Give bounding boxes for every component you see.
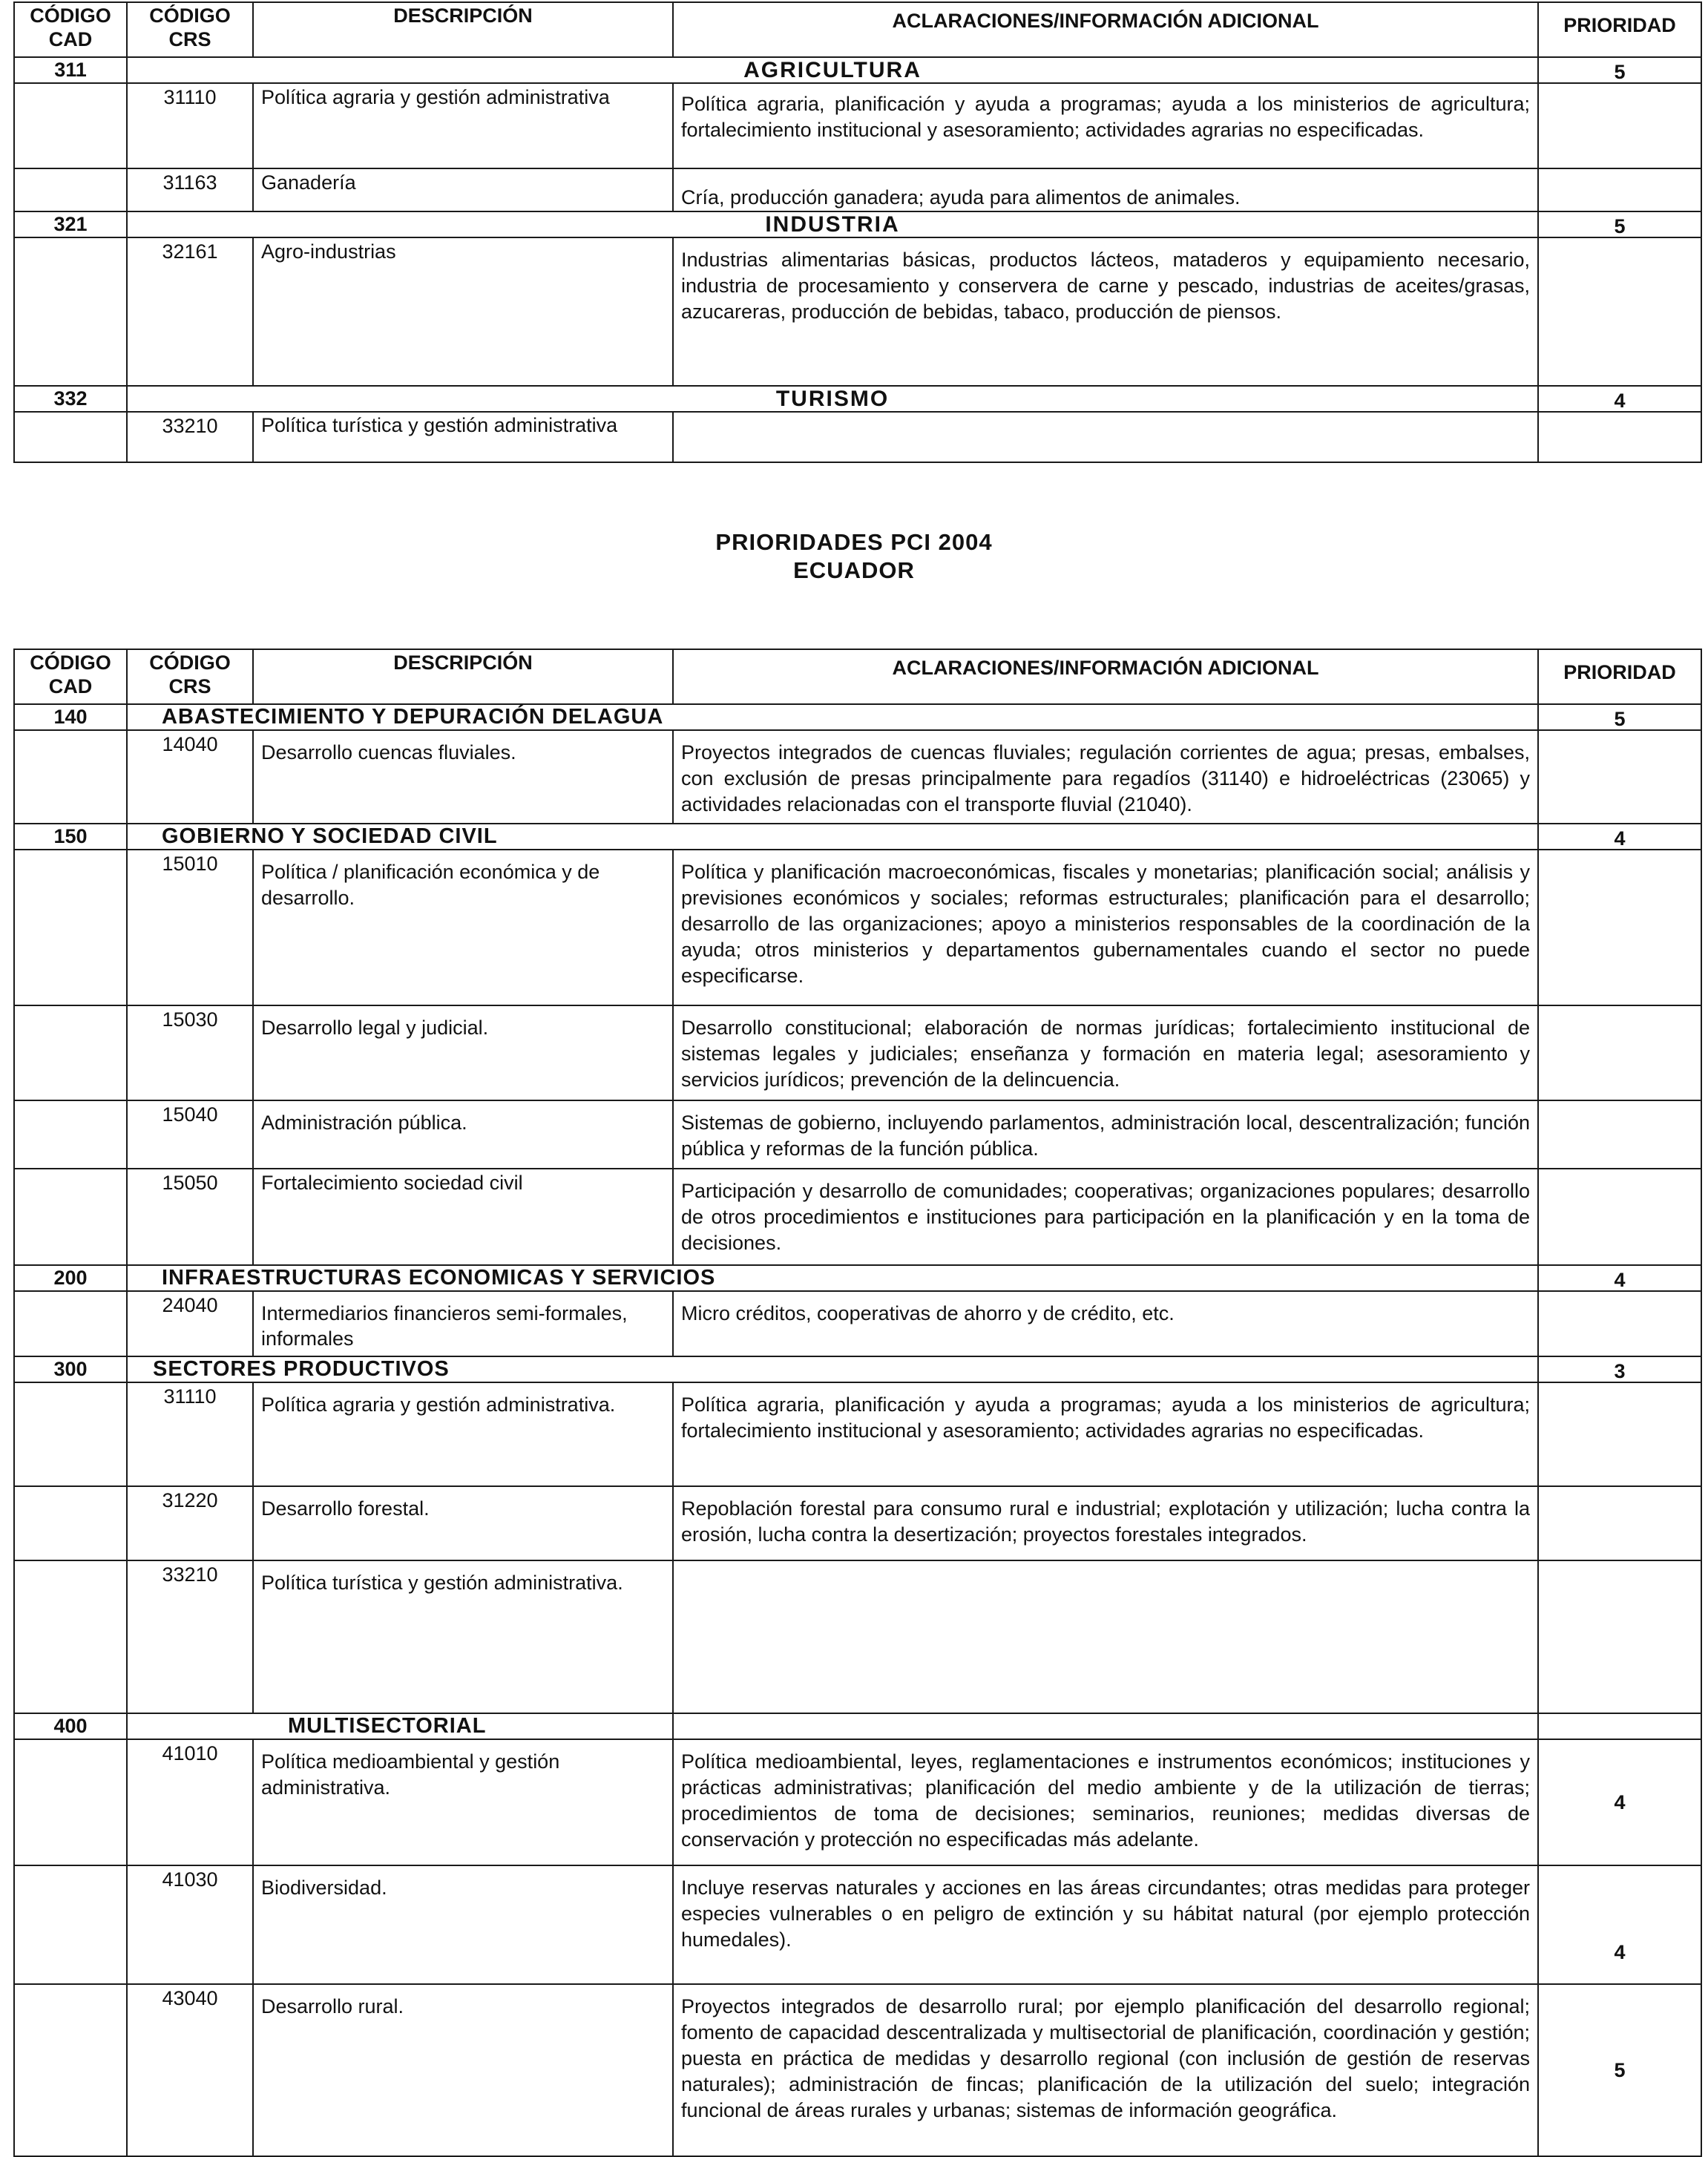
priority-cell <box>1538 1291 1701 1356</box>
cad-cell <box>14 1291 127 1356</box>
table-row <box>14 730 1701 824</box>
descripcion-cell: Política agraria y gestión administrativa. <box>253 1382 673 1486</box>
section-cad-code: 332 <box>14 386 127 412</box>
cad-cell <box>14 1382 127 1486</box>
header-prioridad: PRIORIDAD <box>1538 649 1701 704</box>
descripcion-cell: Biodiversidad. <box>253 1865 673 1984</box>
section-title: AGRICULTURA <box>127 57 1538 83</box>
crs-code: 32161 <box>127 237 253 386</box>
priority-cell <box>1538 1486 1701 1560</box>
table-row <box>14 1291 1701 1356</box>
header-prioridad: PRIORIDAD <box>1538 2 1701 57</box>
table-row <box>14 83 1701 168</box>
section-priority: 5 <box>1538 57 1701 83</box>
crs-code: 31163 <box>127 168 253 211</box>
header-aclaraciones: ACLARACIONES/INFORMACIÓN ADICIONAL <box>673 649 1538 704</box>
info-cell: Política medioambiental, leyes, reglamentaciones e instrumentos económicos; instituciones y prácticas administrativas; planificación del medio ambiente y de la utilización de tierras; procedimientos de toma de decisiones; seminarios, reuniones; medidas diversas de conservación y protección no especificadas más adelante. <box>673 1739 1538 1865</box>
priority-cell: 4 <box>1538 1739 1701 1865</box>
section-title: MULTISECTORIAL <box>127 1713 673 1739</box>
cad-cell <box>14 1486 127 1560</box>
page-subtitle: ECUADOR <box>793 557 915 583</box>
section-title: TURISMO <box>127 386 1538 412</box>
cad-cell <box>14 1005 127 1100</box>
table-header-row <box>14 2 1701 57</box>
crs-code: 15030 <box>127 1005 253 1100</box>
descripcion-cell: Política agraria y gestión administrativa <box>253 83 673 168</box>
section-priority: 5 <box>1538 704 1701 730</box>
descripcion-cell: Política / planificación económica y de desarrollo. <box>253 850 673 1005</box>
section-empty-cell <box>673 1713 1538 1739</box>
priority-cell <box>1538 850 1701 1005</box>
section-priority: 3 <box>1538 1356 1701 1382</box>
table-row <box>14 1100 1701 1169</box>
table-row <box>14 1382 1701 1486</box>
cad-cell <box>14 1560 127 1713</box>
header-codigo-crs: CÓDIGO CRS <box>127 2 253 57</box>
table-row <box>14 1560 1701 1713</box>
priority-cell <box>1538 83 1701 168</box>
section-priority: 5 <box>1538 211 1701 237</box>
section-priority: 4 <box>1538 824 1701 850</box>
info-cell: Cría, producción ganadera; ayuda para alimentos de animales. <box>673 168 1538 211</box>
crs-code: 43040 <box>127 1984 253 2156</box>
section-title: ABASTECIMIENTO Y DEPURACIÓN DELAGUA <box>127 704 1538 730</box>
crs-code: 33210 <box>127 412 253 462</box>
page-heading <box>0 528 1708 585</box>
info-cell: Sistemas de gobierno, incluyendo parlamentos, administración local, descentralización; función pública y reformas de la función pública. <box>673 1100 1538 1169</box>
descripcion-cell: Desarrollo rural. <box>253 1984 673 2156</box>
descripcion-cell: Administración pública. <box>253 1100 673 1169</box>
cad-cell <box>14 1100 127 1169</box>
priority-cell <box>1538 1169 1701 1265</box>
info-cell: Repoblación forestal para consumo rural e industrial; explotación y utilización; lucha contra la erosión, lucha contra la desertización; proyectos forestales integrados. <box>673 1486 1538 1560</box>
header-codigo-cad: CÓDIGO CAD <box>14 2 127 57</box>
header-codigo-cad: CÓDIGO CAD <box>14 649 127 704</box>
info-cell: Industrias alimentarias básicas, productos lácteos, mataderos y equipamiento necesario, industria de procesamiento y conservera de carne y pescado, industrias de aceites/grasas, azucareras, producción de bebidas, tabaco, producción de piensos. <box>673 237 1538 386</box>
section-row <box>14 57 1701 83</box>
priorities-table-ecuador <box>13 649 1702 2157</box>
section-cad-code: 150 <box>14 824 127 850</box>
crs-code: 31110 <box>127 83 253 168</box>
section-title: INDUSTRIA <box>127 211 1538 237</box>
section-row <box>14 1713 1701 1739</box>
section-row <box>14 386 1701 412</box>
priority-cell <box>1538 1100 1701 1169</box>
section-priority: 4 <box>1538 1265 1701 1291</box>
priority-cell <box>1538 730 1701 824</box>
descripcion-cell: Fortalecimiento sociedad civil <box>253 1169 673 1265</box>
section-cad-code: 400 <box>14 1713 127 1739</box>
descripcion-cell: Desarrollo legal y judicial. <box>253 1005 673 1100</box>
crs-code: 15050 <box>127 1169 253 1265</box>
section-title: INFRAESTRUCTURAS ECONOMICAS Y SERVICIOS <box>127 1265 1538 1291</box>
cad-cell <box>14 1984 127 2156</box>
info-cell: Micro créditos, cooperativas de ahorro y de crédito, etc. <box>673 1291 1538 1356</box>
table-row <box>14 1486 1701 1560</box>
section-row <box>14 211 1701 237</box>
info-cell: Desarrollo constitucional; elaboración de normas jurídicas; fortalecimiento institucional de sistemas legales y judiciales; enseñanza y formación en materia legal; asesoramiento y servicios jurídicos; prevención de la delincuencia. <box>673 1005 1538 1100</box>
section-cad-code: 140 <box>14 704 127 730</box>
priority-cell <box>1538 237 1701 386</box>
descripcion-cell: Política medioambiental y gestión administrativa. <box>253 1739 673 1865</box>
descripcion-cell: Ganadería <box>253 168 673 211</box>
table-row <box>14 1005 1701 1100</box>
info-cell: Política agraria, planificación y ayuda a programas; ayuda a los ministerios de agricultura; fortalecimiento institucional y asesoramiento; actividades agrarias no especificadas. <box>673 83 1538 168</box>
priority-cell: 5 <box>1538 1984 1701 2156</box>
info-cell: Incluye reservas naturales y acciones en las áreas circundantes; otras medidas para proteger especies vulnerables o en peligro de extinción y su hábitat natural (por ejemplo protección humedales). <box>673 1865 1538 1984</box>
info-cell <box>673 412 1538 462</box>
cad-cell <box>14 1169 127 1265</box>
cad-cell <box>14 412 127 462</box>
cad-cell <box>14 168 127 211</box>
descripcion-cell: Desarrollo cuencas fluviales. <box>253 730 673 824</box>
cad-cell <box>14 83 127 168</box>
section-cad-code: 311 <box>14 57 127 83</box>
page-title: PRIORIDADES PCI 2004 <box>715 529 993 555</box>
header-descripcion: DESCRIPCIÓN <box>253 2 673 57</box>
info-cell: Política y planificación macroeconómicas, fiscales y monetarias; planificación social; análisis y previsiones económicos y sociales; reformas estructurales; planificación para el desarrollo; desarrollo de las organizaciones; apoyo a ministerios responsables de la coordinación de la ayuda; otros ministerios y departamentos gubernamentales cuando el sector no puede especificarse. <box>673 850 1538 1005</box>
section-row <box>14 1265 1701 1291</box>
info-cell <box>673 1560 1538 1713</box>
section-row <box>14 704 1701 730</box>
cad-cell <box>14 730 127 824</box>
crs-code: 15040 <box>127 1100 253 1169</box>
section-cad-code: 321 <box>14 211 127 237</box>
section-title: SECTORES PRODUCTIVOS <box>127 1356 1538 1382</box>
header-codigo-crs: CÓDIGO CRS <box>127 649 253 704</box>
table-row <box>14 1865 1701 1984</box>
info-cell: Proyectos integrados de cuencas fluviales; regulación corrientes de agua; presas, embalses, con exclusión de presas principalmente para regadíos (31140) e hidroeléctricas (23065) y actividades relacionadas con el transporte fluvial (21040). <box>673 730 1538 824</box>
section-title: GOBIERNO Y SOCIEDAD CIVIL <box>127 824 1538 850</box>
section-cad-code: 200 <box>14 1265 127 1291</box>
table-row <box>14 1739 1701 1865</box>
table-row <box>14 237 1701 386</box>
table-row <box>14 1984 1701 2156</box>
crs-code: 31110 <box>127 1382 253 1486</box>
cad-cell <box>14 1865 127 1984</box>
info-cell: Participación y desarrollo de comunidades; cooperativas; organizaciones populares; desarrollo de otros procedimientos e instituciones para participación en la planificación y en la toma de decisiones. <box>673 1169 1538 1265</box>
priority-cell <box>1538 1382 1701 1486</box>
section-row <box>14 824 1701 850</box>
descripcion-cell: Política turística y gestión administrativa <box>253 412 673 462</box>
priority-cell: 4 <box>1538 1865 1701 1984</box>
priorities-table-continued <box>13 1 1702 463</box>
crs-code: 31220 <box>127 1486 253 1560</box>
crs-code: 33210 <box>127 1560 253 1713</box>
priority-cell <box>1538 412 1701 462</box>
section-priority <box>1538 1713 1701 1739</box>
descripcion-cell: Política turística y gestión administrativa. <box>253 1560 673 1713</box>
section-cad-code: 300 <box>14 1356 127 1382</box>
info-cell: Proyectos integrados de desarrollo rural; por ejemplo planificación del desarrollo regional; fomento de capacidad descentralizada y multisectorial de planificación, coordinación y gestión; puesta en práctica de medidas y desarrollo regional (con inclusión de gestión de reservas naturales); administración de fincas; planificación de la utilización del suelo; integración funcional de áreas rurales y urbanas; sistemas de información geográfica. <box>673 1984 1538 2156</box>
header-aclaraciones: ACLARACIONES/INFORMACIÓN ADICIONAL <box>673 2 1538 57</box>
section-priority: 4 <box>1538 386 1701 412</box>
descripcion-cell: Intermediarios financieros semi-formales, informales <box>253 1291 673 1356</box>
crs-code: 15010 <box>127 850 253 1005</box>
crs-code: 24040 <box>127 1291 253 1356</box>
cad-cell <box>14 850 127 1005</box>
info-cell: Política agraria, planificación y ayuda a programas; ayuda a los ministerios de agricultura; fortalecimiento institucional y asesoramiento; actividades agrarias no especificadas. <box>673 1382 1538 1486</box>
table-header-row <box>14 649 1701 704</box>
priority-cell <box>1538 1560 1701 1713</box>
table-row <box>14 412 1701 462</box>
priority-cell <box>1538 1005 1701 1100</box>
table-row <box>14 1169 1701 1265</box>
crs-code: 41010 <box>127 1739 253 1865</box>
table-row <box>14 168 1701 211</box>
descripcion-cell: Desarrollo forestal. <box>253 1486 673 1560</box>
section-row <box>14 1356 1701 1382</box>
priority-cell <box>1538 168 1701 211</box>
crs-code: 41030 <box>127 1865 253 1984</box>
cad-cell <box>14 237 127 386</box>
table-row <box>14 850 1701 1005</box>
header-descripcion: DESCRIPCIÓN <box>253 649 673 704</box>
cad-cell <box>14 1739 127 1865</box>
descripcion-cell: Agro-industrias <box>253 237 673 386</box>
crs-code: 14040 <box>127 730 253 824</box>
